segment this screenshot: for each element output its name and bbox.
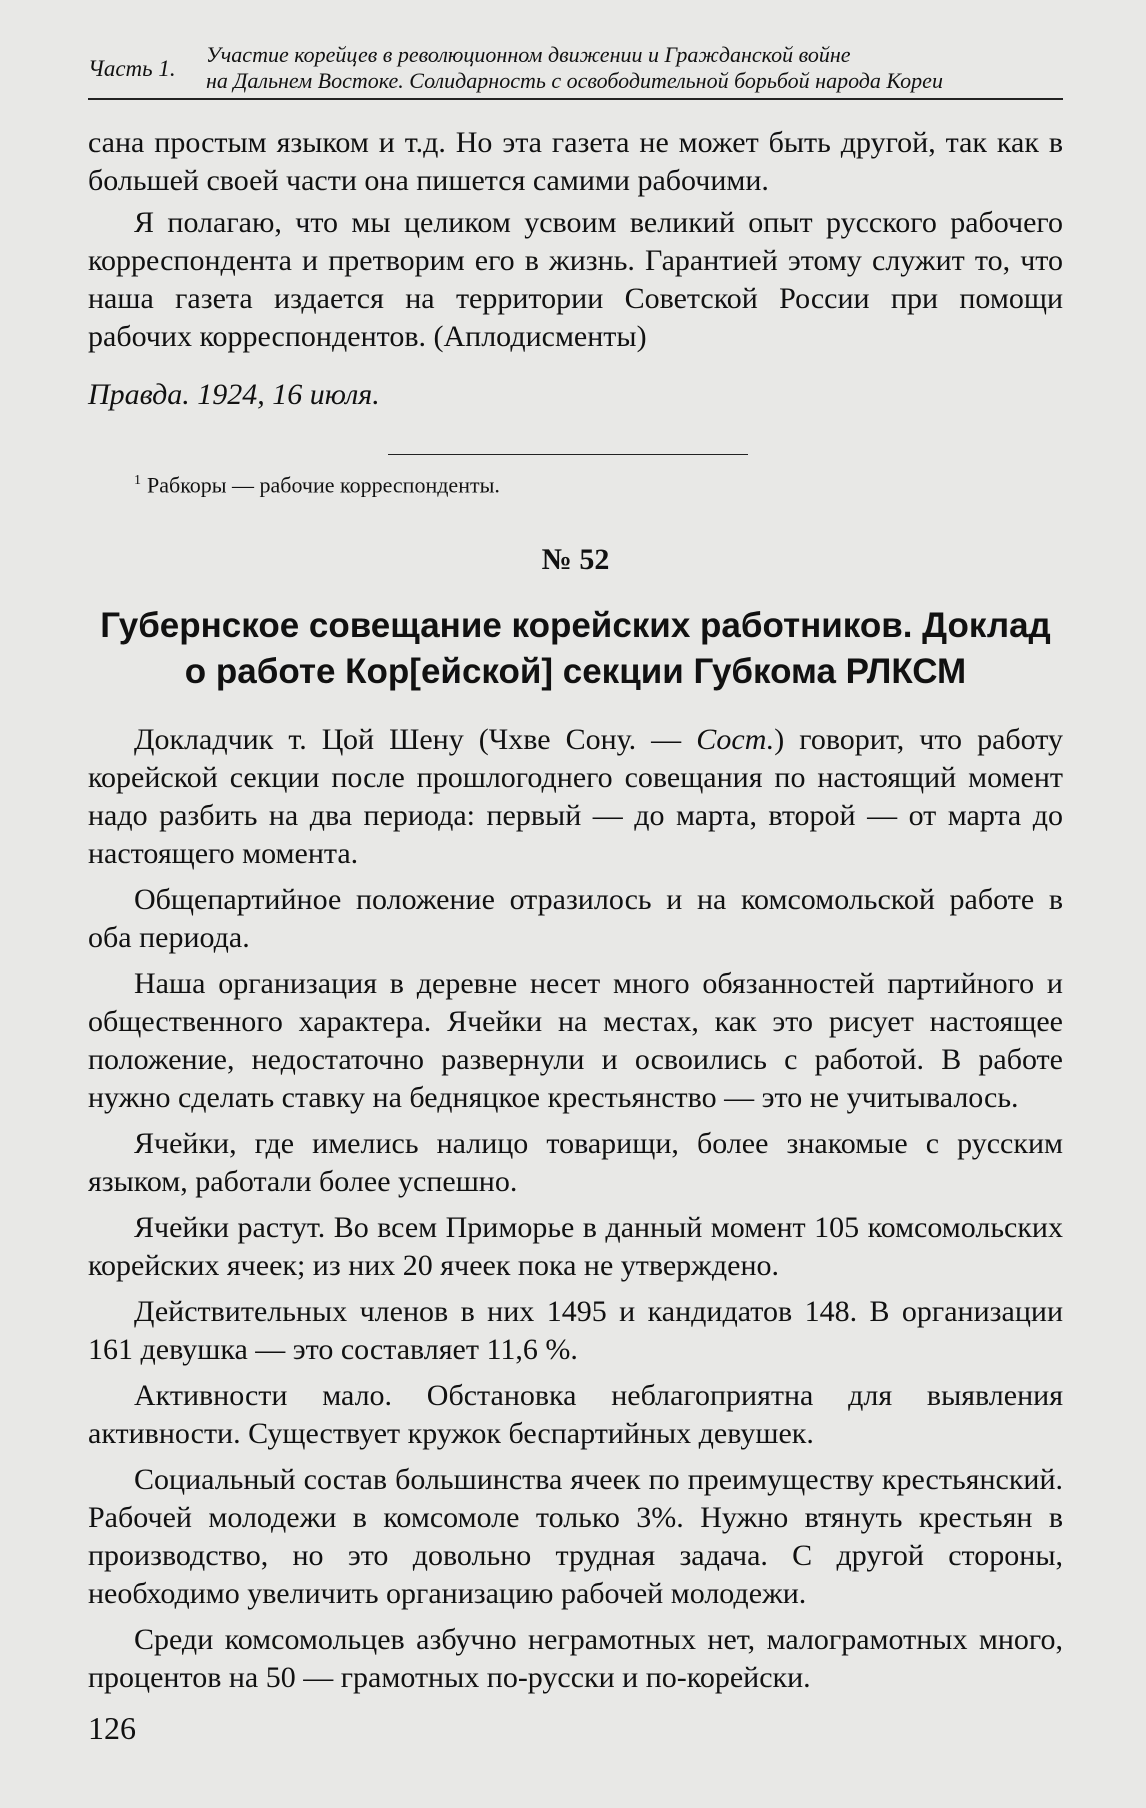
footnote-text: Рабкоры — рабочие корреспонденты. [147, 472, 500, 498]
document-title-line2: о работе Кор[ейской] секции Губкома РЛКСМ [184, 652, 967, 692]
continued-paragraph: сана простым языком и т.д. Но эта газета не может быть другой, так как в большей своей части она пишется самими рабочими. [88, 126, 1063, 197]
paragraph: Ячейки, где имелись налицо товарищи, более знакомые с русским языком, работали более успешно. [88, 1127, 1063, 1199]
footnote-divider [388, 454, 748, 455]
header-title-line2: на Дальнем Востоке. Солидарность с освободительной борьбой народа Кореи [206, 68, 943, 93]
document-number: № 52 [541, 543, 610, 577]
paragraph: Среди комсомольцев азбучно неграмотных нет, малограмотных много, процентов на 50 — грамотных по-русски и по-корейски. [88, 1623, 1063, 1695]
paragraph: Социальный состав большинства ячеек по преимуществу крестьянский. Рабочей молодежи в комсомоле только 3%. Нужно втянуть крестьян в производство, но это довольно трудная задача. С другой стороны, необходимо увеличить организацию рабочей молодежи. [88, 1463, 1063, 1611]
document-title [88, 603, 1063, 695]
intro-paragraph [88, 721, 1063, 873]
footnote [134, 467, 1063, 499]
page-body [88, 124, 1063, 1705]
header-title-line1: Участие корейцев в революционном движении и Гражданской войне [206, 42, 851, 67]
intro-text-em: Сост. [696, 723, 775, 757]
paragraph: Действительных членов в них 1495 и кандидатов 148. В организации 161 девушка — это составляет 11,6 %. [88, 1295, 1063, 1367]
header-part: Часть 1. [88, 56, 176, 81]
intro-text-end: ) говорит, что работу корейской секции после прошлогоднего совещания по настоящий момент надо разбить на два периода: первый — до марта, второй — от марта до настоящего момента. [88, 723, 1063, 871]
running-header [88, 42, 1063, 100]
paragraph: Ячейки растут. Во всем Приморье в данный момент 105 комсомольских корейских ячеек; из них 20 ячеек пока не утверждено. [88, 1211, 1063, 1283]
intro-text-start: Докладчик т. Цой Шену (Чхве Сону. — [134, 723, 697, 757]
paragraph: Наша организация в деревне несет много обязанностей партийного и общественного характера. Ячейки на местах, как это рисует настоящее положение, недостаточно развернули и освоились с работой. В работе нужно сделать ставку на бедняцкое крестьянство — это не учитывалось. [88, 967, 1063, 1115]
source-citation: Правда. 1924, 16 июля. [88, 378, 380, 411]
paragraph: Я полагаю, что мы целиком усвоим великий опыт русского рабочего корреспондента и претворим его в жизнь. Гарантией этому служит то, что наша газета издается на территории Советской России при помощи рабочих корреспондентов. (Аплодисменты) [88, 206, 1063, 353]
page-number: 126 [88, 1710, 136, 1746]
document-paragraphs [88, 721, 1063, 1697]
document-title-line1: Губернское совещание корейских работников. Доклад [100, 606, 1051, 646]
paragraph: Общепартийное положение отразилось и на комсомольской работе в оба периода. [88, 883, 1063, 955]
footnote-mark: 1 [134, 473, 141, 488]
paragraph: Активности мало. Обстановка неблагоприятна для выявления активности. Существует кружок беспартийных девушек. [88, 1379, 1063, 1451]
